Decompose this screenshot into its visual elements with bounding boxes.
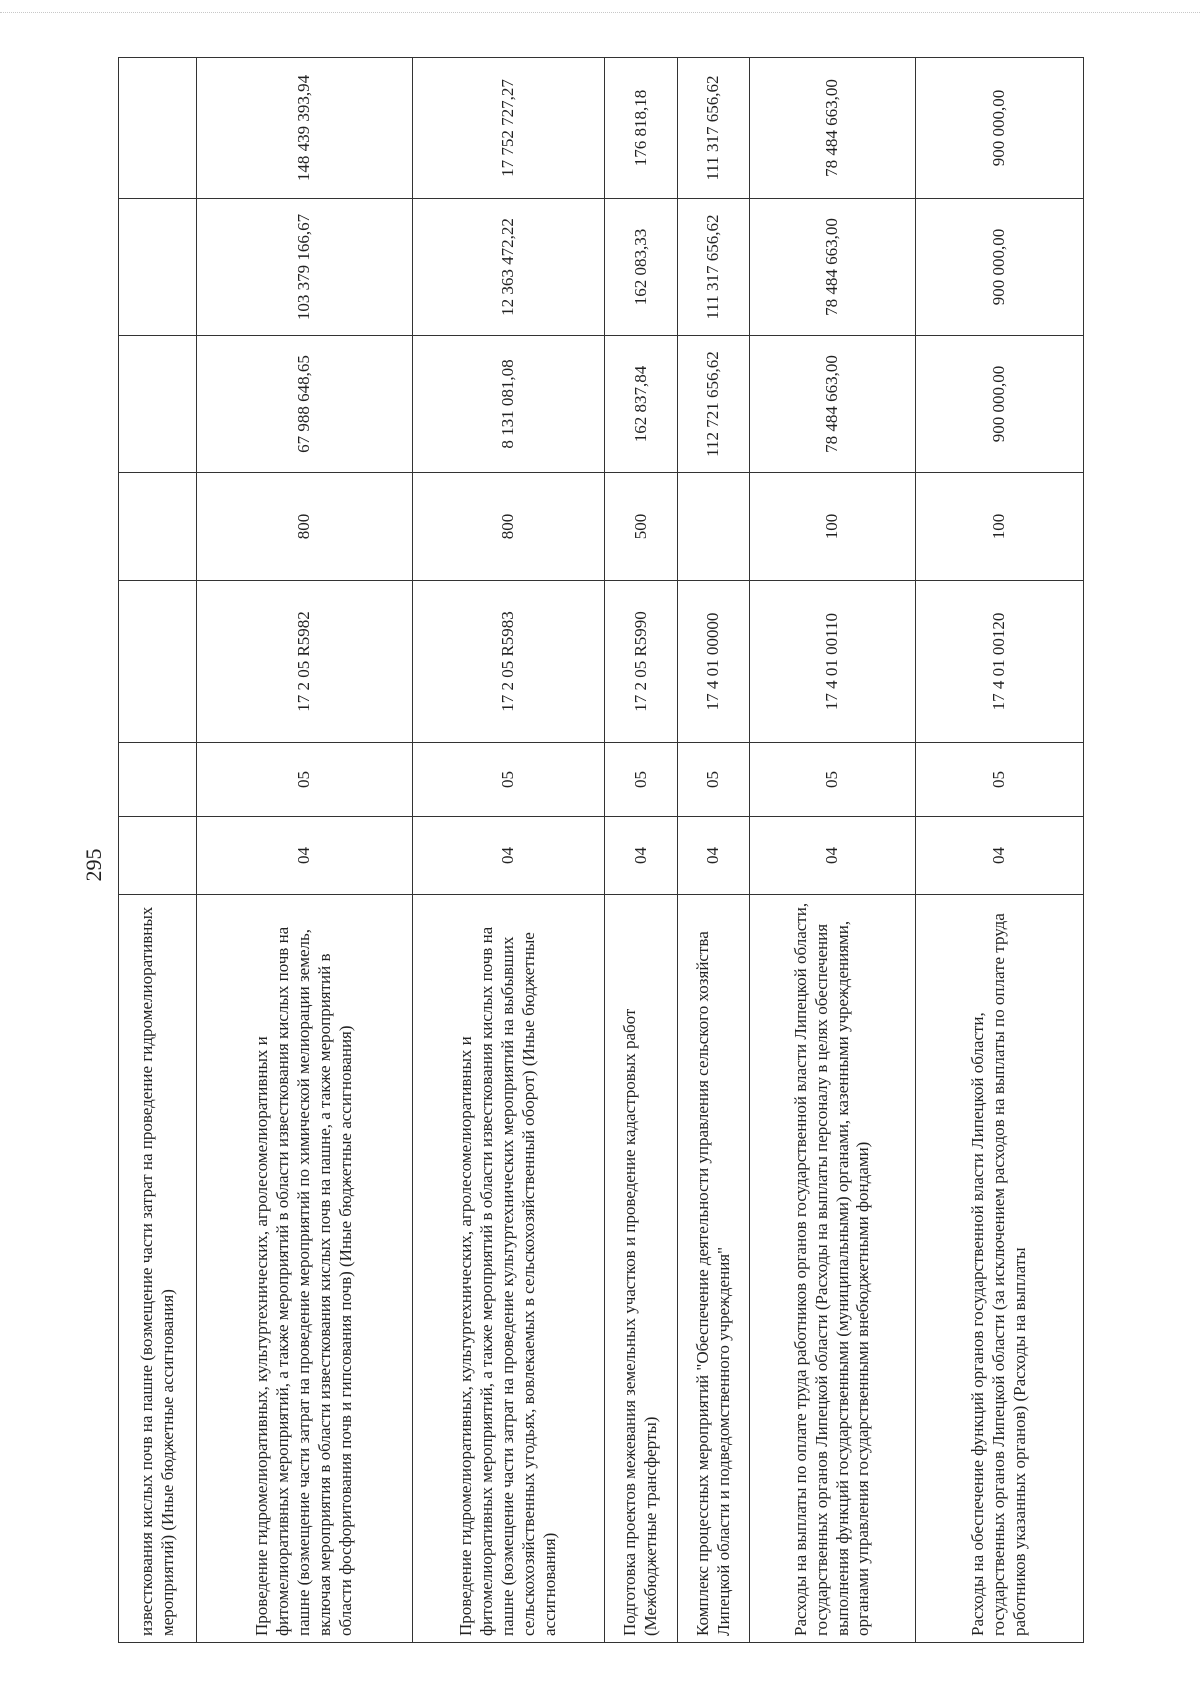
section-code: 04	[413, 817, 605, 895]
subsection-code: 05	[750, 743, 916, 817]
amount-year-1: 67 988 648,65	[197, 336, 413, 473]
row-description: Подготовка проектов межевания земельных участков и проведение кадастровых работ (Межбюджетные трансферты)	[605, 895, 678, 1643]
amount-year-3: 111 317 656,62	[678, 58, 750, 199]
budget-table	[118, 57, 1084, 1643]
expense-type-code: 100	[750, 473, 916, 581]
row-description: Комплекс процессных мероприятий "Обеспечение деятельности управления сельского хозяйства Липецкой области и подведомственного учреждения"	[678, 895, 750, 1643]
expense-type-code: 500	[605, 473, 678, 581]
amount-year-2: 111 317 656,62	[678, 199, 750, 336]
row-description: известкования кислых почв на пашне (возмещение части затрат на проведение гидромелиоративных мероприятий) (Иные бюджетные ассигнования)	[119, 895, 197, 1643]
table-row	[197, 58, 413, 1643]
subsection-code	[119, 743, 197, 817]
target-article-code: 17 2 05 R5982	[197, 581, 413, 743]
subsection-code: 05	[678, 743, 750, 817]
amount-year-1	[119, 336, 197, 473]
rotated-page-content	[118, 58, 1083, 1643]
section-code	[119, 817, 197, 895]
amount-year-1: 900 000,00	[916, 336, 1084, 473]
row-description: Расходы на обеспечение функций органов государственной власти Липецкой области, государственных органов Липецкой области (за исключением расходов на выплаты по оплате труда работников указанных органов) (Расходы на выплаты	[916, 895, 1084, 1643]
table-row	[413, 58, 605, 1643]
section-code: 04	[605, 817, 678, 895]
amount-year-2: 900 000,00	[916, 199, 1084, 336]
page-number: 295	[81, 848, 106, 882]
table-row	[678, 58, 750, 1643]
target-article-code	[119, 581, 197, 743]
section-code: 04	[197, 817, 413, 895]
target-article-code: 17 4 01 00120	[916, 581, 1084, 743]
amount-year-1: 112 721 656,62	[678, 336, 750, 473]
amount-year-3: 17 752 727,27	[413, 58, 605, 199]
amount-year-2: 103 379 166,67	[197, 199, 413, 336]
expense-type-code: 100	[916, 473, 1084, 581]
target-article-code: 17 2 05 R5990	[605, 581, 678, 743]
table-row	[750, 58, 916, 1643]
target-article-code: 17 2 05 R5983	[413, 581, 605, 743]
amount-year-2: 162 083,33	[605, 199, 678, 336]
subsection-code: 05	[605, 743, 678, 817]
amount-year-3: 900 000,00	[916, 58, 1084, 199]
amount-year-3: 148 439 393,94	[197, 58, 413, 199]
expense-type-code	[119, 473, 197, 581]
expense-type-code: 800	[413, 473, 605, 581]
table-row	[916, 58, 1084, 1643]
expense-type-code	[678, 473, 750, 581]
amount-year-1: 162 837,84	[605, 336, 678, 473]
page-top-border	[0, 12, 1200, 13]
section-code: 04	[750, 817, 916, 895]
subsection-code: 05	[413, 743, 605, 817]
amount-year-1: 8 131 081,08	[413, 336, 605, 473]
subsection-code: 05	[916, 743, 1084, 817]
section-code: 04	[916, 817, 1084, 895]
subsection-code: 05	[197, 743, 413, 817]
row-description: Проведение гидромелиоративных, культуртехнических, агролесомелиоративных и фитомелиоративных мероприятий, а также мероприятий в области известкования кислых почв на пашне (возмещение части затрат на проведение мероприятий по химической мелиорации земель, включая мероприятия в области известкования кислых почв на пашне, а также мероприятий в области фосфоритования почв и гипсования почв) (Иные бюджетные ассигнования)	[197, 895, 413, 1643]
target-article-code: 17 4 01 00000	[678, 581, 750, 743]
amount-year-3	[119, 58, 197, 199]
target-article-code: 17 4 01 00110	[750, 581, 916, 743]
section-code: 04	[678, 817, 750, 895]
amount-year-2: 78 484 663,00	[750, 199, 916, 336]
table-row	[119, 58, 197, 1643]
amount-year-2	[119, 199, 197, 336]
amount-year-3: 78 484 663,00	[750, 58, 916, 199]
amount-year-2: 12 363 472,22	[413, 199, 605, 336]
row-description: Проведение гидромелиоративных, культуртехнических, агролесомелиоративных и фитомелиоративных мероприятий, а также мероприятий в области известкования кислых почв на пашне (возмещение части затрат на проведение культуртехнических мероприятий на выбывших сельскохозяйственных угодьях, вовлекаемых в сельскохозяйственный оборот) (Иные бюджетные ассигнования)	[413, 895, 605, 1643]
expense-type-code: 800	[197, 473, 413, 581]
table-row	[605, 58, 678, 1643]
row-description: Расходы на выплаты по оплате труда работников органов государственной власти Липецкой области, государственных органов Липецкой области (Расходы на выплаты персоналу в целях обеспечения выполнения функций государственными (муниципальными) органами, казенными учреждениями, органами управления государственными внебюджетными фондами)	[750, 895, 916, 1643]
amount-year-3: 176 818,18	[605, 58, 678, 199]
amount-year-1: 78 484 663,00	[750, 336, 916, 473]
